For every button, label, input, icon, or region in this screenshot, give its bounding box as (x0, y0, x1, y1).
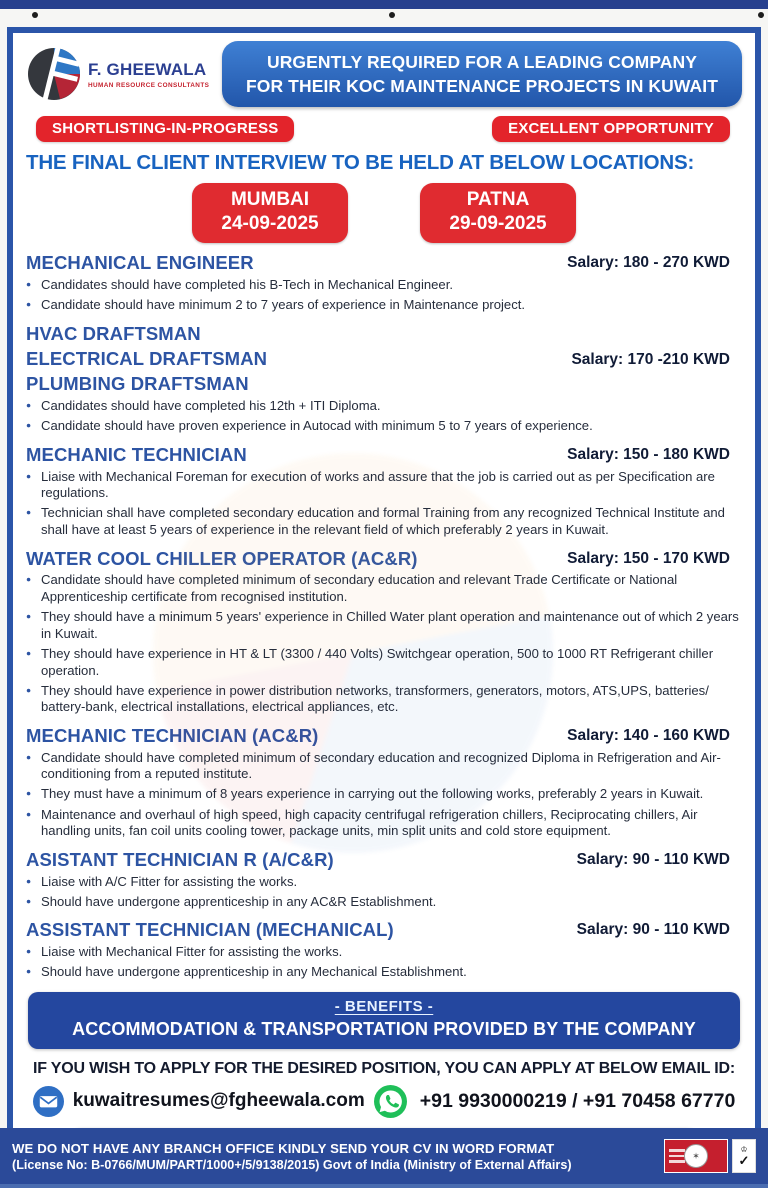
job-bullet: ● Candidates should have completed his 12th + ITI Diploma. (26, 398, 742, 415)
job-title: ASISTANT TECHNICIAN R (A/C&R) (26, 848, 334, 870)
whatsapp-icon[interactable] (374, 1085, 407, 1118)
benefits-heading: - BENEFITS - (334, 997, 434, 1015)
job-bullets (26, 944, 742, 981)
apply-instruction: IF YOU WISH TO APPLY FOR THE DESIRED POSITION, YOU CAN APPLY AT BELOW EMAIL ID: (33, 1059, 735, 1077)
job-title: MECHANICAL ENGINEER (26, 252, 254, 274)
pin-dot (32, 12, 38, 18)
job-head (26, 444, 742, 465)
contact-row (26, 1085, 742, 1118)
job-bullets (26, 398, 742, 435)
company-logo-text (88, 60, 209, 89)
job-title: ELECTRICAL DRAFTSMAN (26, 348, 268, 370)
locations-row (26, 183, 742, 243)
job-head (26, 323, 742, 395)
job-section-chiller-operator (26, 548, 742, 716)
job-bullet: ● Maintenance and overhaul of high speed, high capacity centrifugal refrigeration chillers, Reciprocating chillers, Air handling units, fan coil units cooling tower, package units, min split units and cold store equipment. (26, 807, 742, 840)
job-head (26, 725, 742, 746)
job-salary: Salary: 90 - 110 KWD (576, 850, 730, 868)
location-city: MUMBAI (230, 189, 310, 211)
job-bullet: ● Candidate should have completed minimum of secondary education and relevant Trade Certificate or National Apprenticeship certificate from recognised institution. (26, 572, 742, 605)
location-card-mumbai (192, 183, 348, 243)
job-bullet: ● Candidate should have minimum 2 to 7 years of experience in Maintenance project. (26, 297, 742, 314)
job-bullets (26, 277, 742, 314)
job-salary: Salary: 150 - 180 KWD (567, 445, 730, 463)
job-bullets (26, 469, 742, 539)
job-title: MECHANIC TECHNICIAN (26, 443, 247, 465)
cert-seal-icon: ✶ (684, 1144, 708, 1168)
location-card-patna (420, 183, 576, 243)
location-date: 24-09-2025 (221, 213, 319, 235)
job-bullet: ● Should have undergone apprenticeship in any AC&R Establishment. (26, 894, 742, 911)
certification-logos (664, 1139, 756, 1173)
pin-dot (389, 12, 395, 18)
ukas-certification-icon (732, 1139, 756, 1173)
job-bullets (26, 750, 742, 840)
bottom-edge-strip (0, 1184, 768, 1188)
job-head (26, 849, 742, 870)
footer-bar (0, 1128, 768, 1184)
job-bullet: ● They must have a minimum of 8 years experience in carrying out the following works, preferably 2 years in Kuwait. (26, 786, 742, 803)
check-icon: ✓ (738, 1152, 750, 1168)
job-section-mechanical-engineer (26, 252, 742, 314)
opportunity-badge: EXCELLENT OPPORTUNITY (492, 116, 730, 142)
interview-heading: THE FINAL CLIENT INTERVIEW TO BE HELD AT BELOW LOCATIONS: (26, 151, 695, 175)
job-head (26, 252, 742, 273)
pin-dot (758, 12, 764, 18)
job-bullet: ● Technician shall have completed secondary education and formal Training from any recognized Technical Institute and shall have at least 5 years of experience in the relevant field of which preferably 2 years in Kuwait. (26, 505, 742, 538)
job-title: PLUMBING DRAFTSMAN (26, 373, 249, 395)
job-title: MECHANIC TECHNICIAN (AC&R) (26, 724, 319, 746)
shortlisting-badge: SHORTLISTING-IN-PROGRESS (36, 116, 294, 142)
footer-line1: WE DO NOT HAVE ANY BRANCH OFFICE KINDLY SEND YOUR CV IN WORD FORMAT (12, 1140, 555, 1156)
benefits-box (28, 992, 740, 1049)
job-bullet: ● Candidate should have proven experience in Autocad with minimum 5 to 7 years of experience. (26, 418, 742, 435)
phone-link[interactable]: +91 9930000219 / +91 70458 67770 (419, 1089, 736, 1112)
company-logo-icon (26, 46, 82, 102)
job-head (26, 919, 742, 940)
location-date: 29-09-2025 (449, 213, 547, 235)
mail-icon (33, 1086, 64, 1117)
email-link[interactable]: kuwaitresumes@fgheewala.com (72, 1090, 365, 1112)
job-title: WATER COOL CHILLER OPERATOR (AC&R) (26, 547, 418, 569)
header (26, 41, 742, 107)
poster-body (7, 27, 761, 1130)
job-section-assistant-technician-mechanical (26, 919, 742, 981)
iso-certification-icon (664, 1139, 728, 1173)
job-bullet: ● They should have a minimum 5 years' experience in Chilled Water plant operation and maintenance out of which 2 years in Kuwait. (26, 609, 742, 642)
job-title: HVAC DRAFTSMAN (26, 322, 201, 344)
job-bullet: ● They should have experience in HT & LT (3300 / 440 Volts) Switchgear operation, 500 to 1000 RT Refrigerant chiller operation. (26, 646, 742, 679)
job-bullet: ● Liaise with Mechanical Foreman for execution of works and assure that the job is carried out as per Specification are regulations. (26, 469, 742, 502)
location-city: PATNA (466, 189, 530, 211)
job-bullet: ● Liaise with A/C Fitter for assisting the works. (26, 874, 742, 891)
company-logo (26, 46, 212, 102)
benefits-text: ACCOMMODATION & TRANSPORTATION PROVIDED BY THE COMPANY (72, 1018, 696, 1039)
job-bullet: ● Candidate should have completed minimum of secondary education and recognized Diploma in Refrigeration and Air-conditioning from a reputed institute. (26, 750, 742, 783)
job-salary: Salary: 90 - 110 KWD (576, 921, 730, 939)
job-title: ASSISTANT TECHNICIAN (MECHANICAL) (26, 919, 394, 941)
cert-text-bars (669, 1149, 685, 1163)
job-salary: Salary: 140 - 160 KWD (567, 726, 730, 744)
headline-line1: URGENTLY REQUIRED FOR A LEADING COMPANY (266, 52, 698, 72)
job-section-assistant-technician-acr (26, 849, 742, 911)
crown-icon: ♔ (740, 1144, 748, 1154)
job-section-mechanic-technician (26, 444, 742, 539)
headline-banner (222, 41, 742, 107)
job-salary: Salary: 180 - 270 KWD (567, 254, 730, 272)
job-bullet: ● Candidates should have completed his B-Tech in Mechanical Engineer. (26, 277, 742, 294)
job-bullet: ● They should have experience in power distribution networks, transformers, generators, motors, ATS,UPS, batteries/ battery-bank, electrical installations, electrical appliances, etc. (26, 683, 742, 716)
top-edge-strip (0, 0, 768, 9)
job-salary: Salary: 150 - 170 KWD (567, 549, 730, 567)
job-title-group (26, 323, 267, 395)
job-bullets (26, 572, 742, 716)
job-salary: Salary: 170 -210 KWD (571, 350, 730, 368)
badges-row (36, 116, 730, 142)
job-section-mechanic-technician-acr (26, 725, 742, 840)
job-head (26, 548, 742, 569)
headline-line2: FOR THEIR KOC MAINTENANCE PROJECTS IN KUWAIT (245, 76, 719, 97)
job-bullet: ● Should have undergone apprenticeship in any Mechanical Establishment. (26, 964, 742, 981)
footer-line2: (License No: B-0766/MUM/PART/1000+/5/9138/2015) Govt of India (Ministry of External Affairs) (12, 1157, 572, 1172)
footer-text (12, 1141, 572, 1172)
job-bullet: ● Liaise with Mechanical Fitter for assisting the works. (26, 944, 742, 961)
company-name: F. GHEEWALA (88, 59, 207, 79)
company-tagline: HUMAN RESOURCE CONSULTANTS (88, 81, 210, 89)
job-section-draftsman (26, 323, 742, 435)
job-bullets (26, 874, 742, 911)
